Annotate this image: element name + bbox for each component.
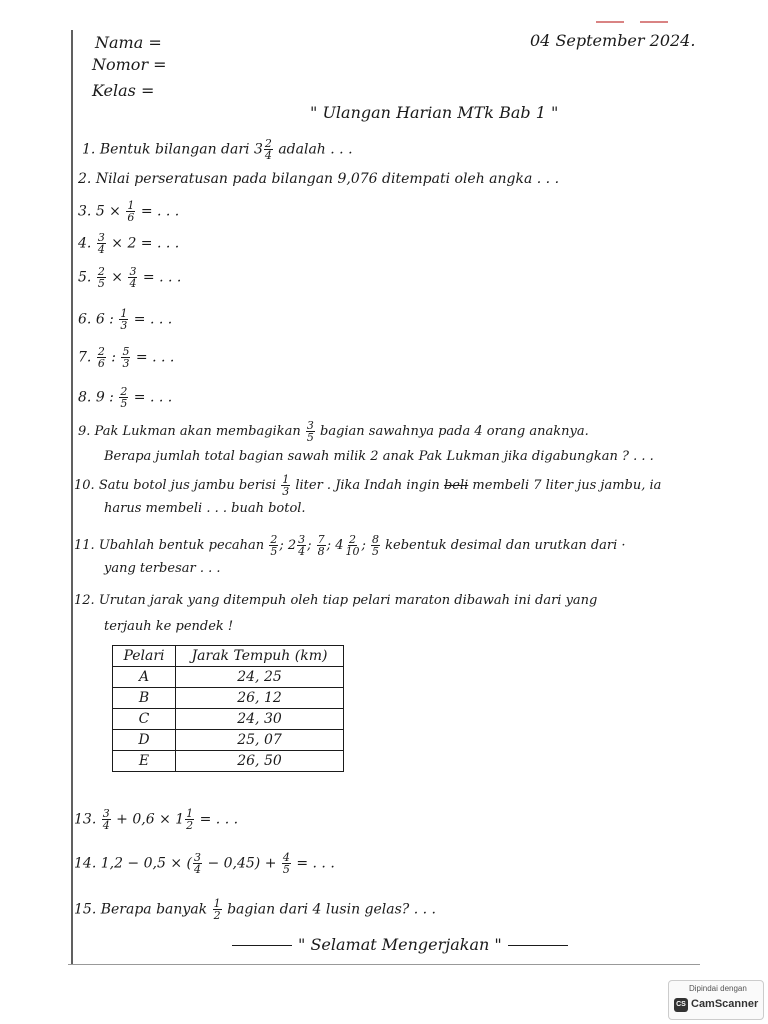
table-header-pelari: Pelari: [113, 646, 176, 667]
fraction: $\frac{8}{5}$: [372, 533, 380, 558]
fraction: $\frac{4}{5}$: [282, 851, 290, 876]
question-number: 3.: [78, 203, 92, 220]
question-12-line-1: 12. Urutan jarak yang ditempuh oleh tiap pelari maraton dibawah ini dari yang: [74, 593, 598, 608]
question-number: 1.: [82, 141, 96, 158]
table-header-row: [113, 646, 344, 667]
fraction: $\frac{3}{4}$: [193, 851, 201, 876]
fraction: $\frac{5}{3}$: [122, 345, 130, 370]
distance-table: [112, 645, 344, 772]
fraction: $\frac{2}{5}$: [120, 385, 128, 410]
question-7: 7. $\frac{2}{6}$ : $\frac{5}{3}$ = . . .: [78, 345, 175, 370]
fraction: $\frac{3}{4}$: [129, 265, 137, 290]
kelas-label: Kelas =: [92, 81, 155, 100]
table-row: [113, 688, 344, 709]
fraction: $\frac{1}{3}$: [282, 473, 290, 498]
question-number: 12.: [74, 593, 95, 608]
nama-label: Nama =: [95, 33, 162, 52]
footer-text: " Selamat Mengerjakan ": [298, 935, 502, 954]
closing-note: [226, 936, 574, 954]
question-number: 14.: [74, 855, 97, 872]
question-9-line-1: 9. Pak Lukman akan membagikan $\frac{3}{5}$ bagian sawahnya pada 4 orang anaknya.: [78, 419, 589, 444]
question-number: 5.: [78, 269, 92, 286]
fraction: $\frac{2}{5}$: [270, 533, 278, 558]
table-row: [113, 667, 344, 688]
fraction: $\frac{3}{4}$: [298, 533, 306, 558]
nomor-label: Nomor =: [92, 55, 167, 74]
question-2: 2. Nilai perseratusan pada bilangan 9,076 ditempati oleh angka . . .: [78, 171, 560, 187]
question-number: 6.: [78, 311, 92, 328]
question-number: 15.: [74, 901, 97, 918]
scanner-brand: CamScanner: [691, 998, 759, 1010]
question-11-line-2: yang terbesar . . .: [104, 561, 221, 576]
fraction: $\frac{1}{2}$: [213, 897, 221, 922]
question-14: 14. 1,2 − 0,5 × ( $\frac{3}{4}$ − 0,45) + $\frac{4}{5}$ = . . .: [74, 851, 335, 876]
question-number: 8.: [78, 389, 92, 406]
top-red-mark: [640, 21, 668, 23]
fraction: $\frac{2}{4}$: [264, 137, 272, 162]
question-10-line-1: 10. Satu botol jus jambu berisi $\frac{1}{3}$ liter . Jika Indah ingin beli membeli 7 liter jus jambu, ia: [74, 473, 662, 498]
fraction: $\frac{1}{6}$: [127, 199, 135, 224]
table-row: [113, 751, 344, 772]
table-cell: E: [113, 751, 176, 772]
table-cell: 26, 12: [176, 688, 344, 709]
top-red-mark: [596, 21, 624, 23]
camscanner-watermark: [668, 980, 764, 1020]
scanner-caption: Dipindai dengan: [689, 984, 747, 993]
question-11-line-1: 11. Ubahlah bentuk pecahan $\frac{2}{5}$ ; 2 $\frac{3}{4}$ ; $\frac{7}{8}$ ; 4 $\frac{2}{10}$ ; $\frac{8}{5}$ kebentuk desimal dan urutkan dari ·: [74, 533, 626, 558]
table-cell: 26, 50: [176, 751, 344, 772]
table-cell: 24, 30: [176, 709, 344, 730]
page-bottom-edge: [68, 964, 700, 965]
table-cell: 25, 07: [176, 730, 344, 751]
page-title: " Ulangan Harian MTk Bab 1 ": [310, 103, 559, 122]
date-text: 04 September 2024.: [530, 31, 696, 50]
table-cell: A: [113, 667, 176, 688]
camscanner-logo-icon: CS: [674, 998, 688, 1012]
fraction: $\frac{2}{6}$: [97, 345, 105, 370]
fraction: $\frac{1}{3}$: [120, 307, 128, 332]
question-3: 3. 5 × $\frac{1}{6}$ = . . .: [78, 199, 180, 224]
question-number: 11.: [74, 538, 95, 553]
fraction: $\frac{3}{5}$: [306, 419, 314, 444]
question-12-line-2: terjauh ke pendek !: [104, 619, 234, 634]
question-13: 13. $\frac{3}{4}$ + 0,6 × 1 $\frac{1}{2}$ = . . .: [74, 807, 239, 832]
fraction: $\frac{3}{4}$: [97, 231, 105, 256]
question-9-line-2: Berapa jumlah total bagian sawah milik 2 anak Pak Lukman jika digabungkan ? . . .: [104, 449, 654, 464]
table-cell: B: [113, 688, 176, 709]
table-cell: C: [113, 709, 176, 730]
question-number: 7.: [78, 349, 92, 366]
table-cell: 24, 25: [176, 667, 344, 688]
table-header-jarak: Jarak Tempuh (km): [176, 646, 344, 667]
question-4: 4. $\frac{3}{4}$ × 2 = . . .: [78, 231, 180, 256]
question-8: 8. 9 : $\frac{2}{5}$ = . . .: [78, 385, 173, 410]
fraction: $\frac{7}{8}$: [317, 533, 325, 558]
question-number: 13.: [74, 811, 97, 828]
table-cell: D: [113, 730, 176, 751]
fraction: $\frac{2}{5}$: [97, 265, 105, 290]
question-number: 2.: [78, 171, 92, 187]
crossed-out-word: beli: [443, 478, 469, 493]
fraction: $\frac{2}{10}$: [345, 533, 360, 558]
left-margin-line: [71, 30, 73, 965]
question-5: 5. $\frac{2}{5}$ × $\frac{3}{4}$ = . . .: [78, 265, 182, 290]
fraction: $\frac{1}{2}$: [186, 807, 194, 832]
question-1: 1. Bentuk bilangan dari 3 $\frac{2}{4}$ adalah . . .: [82, 137, 353, 162]
question-number: 4.: [78, 235, 92, 252]
question-10-line-2: harus membeli . . . buah botol.: [104, 501, 306, 516]
fraction: $\frac{3}{4}$: [102, 807, 110, 832]
footer-dash-left: [232, 945, 292, 946]
question-15: 15. Berapa banyak $\frac{1}{2}$ bagian dari 4 lusin gelas? . . .: [74, 897, 436, 922]
question-6: 6. 6 : $\frac{1}{3}$ = . . .: [78, 307, 173, 332]
question-number: 9.: [78, 424, 91, 439]
footer-dash-right: [508, 945, 568, 946]
question-number: 10.: [74, 478, 95, 493]
table-row: [113, 709, 344, 730]
table-row: [113, 730, 344, 751]
